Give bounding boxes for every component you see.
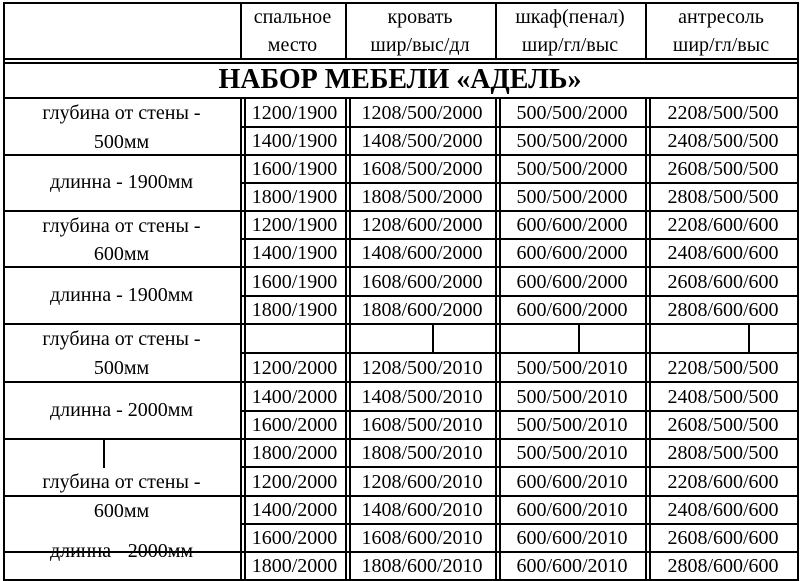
table-cell: 1608/500/2000 (361, 158, 483, 180)
column-rule (645, 97, 647, 581)
table-cell: 2808/500/500 (667, 186, 779, 208)
table-cell: 1400/2000 (251, 385, 338, 408)
group-label-g5: 500мм (93, 357, 150, 379)
table-cell: 2408/500/500 (667, 130, 779, 152)
table-cell: 1600/1900 (251, 270, 338, 293)
header-col3-line: шкаф(пенал) (515, 6, 625, 28)
table-cell: 1208/500/2010 (361, 356, 483, 379)
blank-cell-divider (578, 323, 580, 354)
table-cell: 1208/600/2010 (361, 470, 483, 493)
page-title: НАБОР МЕБЕЛИ «АДЕЛЬ» (218, 64, 582, 95)
header-col4-line: шир/гл/выс (672, 34, 770, 56)
table-cell: 1408/500/2000 (361, 130, 483, 152)
group-label-g7: 600мм (93, 499, 150, 522)
table-cell: 1600/2000 (251, 527, 338, 549)
table-cell: 500/500/2000 (516, 130, 628, 152)
table-cell: 500/500/2000 (516, 101, 628, 124)
column-rule (240, 97, 242, 581)
label-rule (3, 323, 242, 325)
header-col2-line: кровать (387, 6, 453, 28)
table-cell (349, 325, 495, 352)
table-cell: 600/600/2000 (516, 270, 628, 293)
header-col3-line: шир/гл/выс (521, 34, 619, 56)
table-cell: 600/600/2000 (516, 214, 628, 236)
label-rule (3, 438, 242, 440)
header-col1-line: спальное (253, 6, 332, 28)
table-cell: 1800/2000 (251, 442, 338, 464)
table-cell: 1808/600/2000 (361, 299, 483, 321)
table-cell: 1608/600/2010 (361, 527, 483, 549)
table-cell: 2808/500/500 (667, 442, 779, 464)
table-cell (499, 325, 645, 352)
table-cell: 1208/600/2000 (361, 214, 483, 236)
table-cell: 1200/1900 (251, 214, 338, 236)
group-label-g6: длинна - 2000мм (49, 398, 194, 421)
table-cell: 1400/2000 (251, 499, 338, 521)
table-cell: 500/500/2010 (516, 442, 628, 464)
table-cell: 2408/600/600 (667, 242, 779, 264)
table-cell (244, 325, 345, 352)
group-label-g8: длинна - 2000мм (49, 540, 194, 562)
table-cell: 500/500/2010 (516, 356, 628, 379)
group-label-g2: длинна - 1900мм (49, 171, 194, 193)
table-cell: 2608/600/600 (667, 270, 779, 293)
table-cell: 2208/600/600 (667, 214, 779, 236)
table-cell: 2208/500/500 (667, 101, 779, 124)
table-cell: 1808/500/2010 (361, 442, 483, 464)
group-label-g3: глубина от стены - (42, 215, 201, 237)
blank-cell-divider (103, 438, 105, 468)
table-cell: 1808/500/2000 (361, 186, 483, 208)
table-cell: 500/500/2000 (516, 158, 628, 180)
table-cell: 1200/2000 (251, 470, 338, 493)
table-cell: 1408/500/2010 (361, 385, 483, 408)
column-rule (345, 97, 347, 581)
group-label-g4: длинна - 1900мм (49, 283, 194, 306)
group-label-g5: глубина от стены - (42, 328, 201, 350)
table-cell: 2808/600/600 (667, 299, 779, 321)
table-cell: 600/600/2010 (516, 470, 628, 493)
table-cell: 1400/1900 (251, 130, 338, 152)
group-label-g1: глубина от стены - (42, 102, 201, 124)
table-cell: 500/500/2000 (516, 186, 628, 208)
label-rule (3, 154, 242, 156)
table-cell: 2608/500/500 (667, 414, 779, 436)
table-cell: 2408/500/500 (667, 385, 779, 408)
label-rule (3, 381, 242, 383)
column-rule (495, 97, 497, 581)
table-cell: 1600/2000 (251, 414, 338, 436)
table-cell: 1200/1900 (251, 101, 338, 124)
table-cell: 1608/500/2010 (361, 414, 483, 436)
group-label-g7: глубина от стены - (42, 471, 201, 493)
header-col2-line: шир/выс/дл (370, 34, 470, 56)
table-cell: 1408/600/2010 (361, 499, 483, 521)
table-cell: 2208/600/600 (667, 470, 779, 493)
table-cell: 1200/2000 (251, 356, 338, 379)
table-cell: 500/500/2010 (516, 414, 628, 436)
label-rule (3, 266, 242, 268)
table-cell: 2608/500/500 (667, 158, 779, 180)
group-label-g3: 600мм (93, 243, 150, 265)
table-cell: 1608/600/2000 (361, 270, 483, 293)
table-cell: 600/600/2000 (516, 299, 628, 321)
table-cell: 500/500/2010 (516, 385, 628, 408)
group-label-g1: 500мм (93, 130, 150, 153)
table-cell: 2608/600/600 (667, 527, 779, 549)
table-cell: 1800/1900 (251, 299, 338, 321)
label-rule (3, 495, 242, 497)
table-cell: 1208/500/2000 (361, 101, 483, 124)
label-rule (3, 210, 242, 212)
table-cell: 1600/1900 (251, 158, 338, 180)
table-cell: 600/600/2000 (516, 242, 628, 264)
table-cell: 1808/600/2010 (361, 555, 483, 577)
table-cell: 600/600/2010 (516, 555, 628, 577)
header-col1-line: место (267, 34, 318, 56)
table-cell: 2408/600/600 (667, 499, 779, 521)
table-cell: 2808/600/600 (667, 555, 779, 577)
header-col4-line: антресоль (678, 6, 764, 28)
table-cell: 1800/2000 (251, 555, 338, 577)
blank-cell-divider (432, 323, 434, 354)
table-cell: 1800/1900 (251, 186, 338, 208)
table-cell: 600/600/2010 (516, 527, 628, 549)
table-cell: 1400/1900 (251, 242, 338, 264)
table-cell (649, 325, 797, 352)
blank-cell-divider (748, 323, 750, 354)
table-cell: 1408/600/2000 (361, 242, 483, 264)
table-cell: 600/600/2010 (516, 499, 628, 521)
table-cell: 2208/500/500 (667, 356, 779, 379)
